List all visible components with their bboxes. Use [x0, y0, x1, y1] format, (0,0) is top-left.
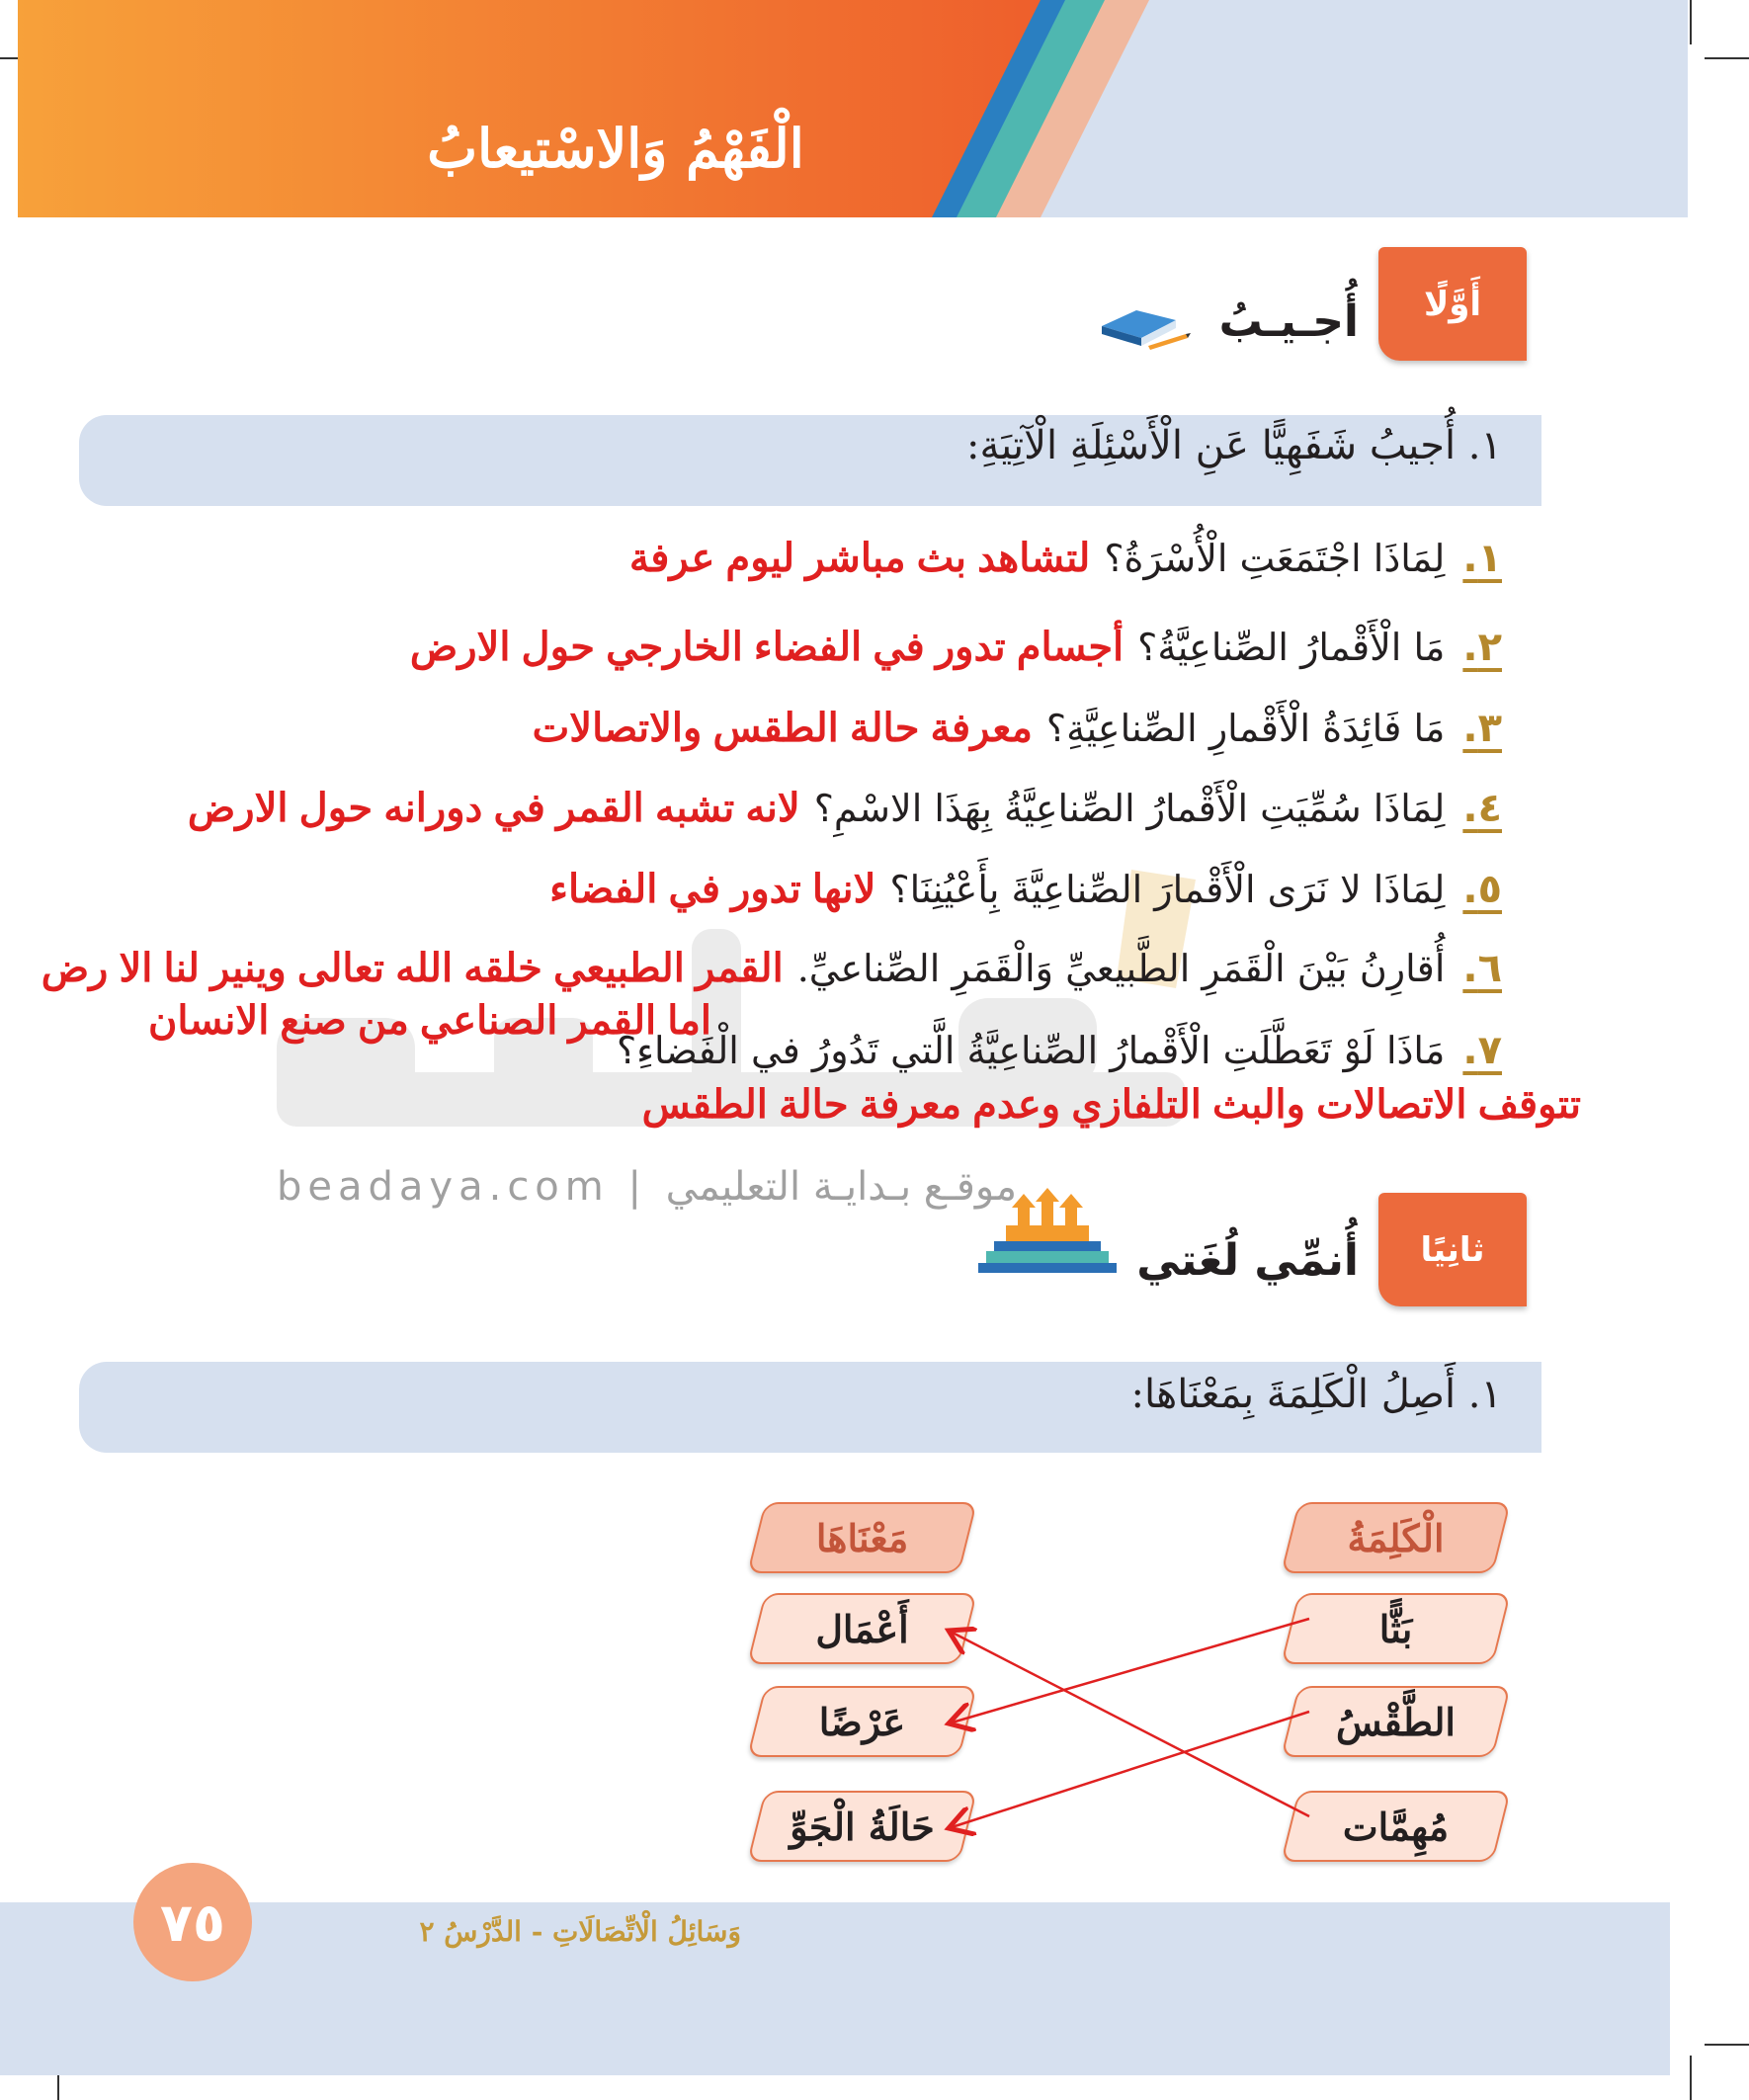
section-badge-second: [1378, 1193, 1527, 1306]
question-5: [549, 855, 1502, 924]
handwritten-answer: معرفة حالة الطقس والاتصالات: [532, 707, 1033, 750]
meaning-label: حَالَةُ الْجَوِّ: [790, 1804, 935, 1849]
question-text: لِمَاذَا سُمِّيَتِ الْأَقْمارُ الصِّناعِيَّةُ بِهَذَا الاسْمِ؟: [813, 787, 1446, 830]
matching-line: [949, 1619, 1309, 1723]
section-badge-label: أَوَّلًا: [1423, 284, 1482, 324]
handwritten-answer-continued: اما القمر الصناعي من صنع الانسان: [148, 999, 711, 1043]
question-number: ٧.: [1462, 1028, 1502, 1073]
question-7: [617, 1016, 1502, 1085]
meaning-label: أَعْمَال: [815, 1606, 909, 1651]
question-2: [410, 613, 1502, 682]
handwritten-answer: تتوقف الاتصالات والبث التلفازي وعدم معرفة حالة الطقس: [641, 1083, 1581, 1127]
handwritten-answer: أجسام تدور في الفضاء الخارجي حول الارض: [409, 626, 1124, 669]
question-6: [42, 934, 1502, 1003]
instruction-text: ١. أَصِلُ الْكَلِمَةَ بِمَعْنَاهَا:: [1130, 1372, 1502, 1417]
question-3: [533, 694, 1502, 763]
instruction-text: ١. أُجيبُ شَفَهِيًّا عَنِ الْأَسْئِلَةِ الْآتِيَةِ:: [966, 423, 1502, 468]
book-pencil-icon: [1097, 296, 1191, 356]
question-number: ٤.: [1462, 786, 1502, 831]
section-title-answer: أُجـيـبُ: [1218, 296, 1359, 347]
question-text: مَا فَائِدَةُ الْأَقْمارِ الصِّناعِيَّةِ؟: [1045, 707, 1446, 750]
handwritten-answer: لانها تدور في الفضاء: [549, 868, 876, 911]
header-banner: [18, 0, 1688, 217]
question-number: ٣.: [1462, 706, 1502, 751]
crop-mark: [1690, 0, 1692, 44]
question-text: لِمَاذَا اجْتَمَعَتِ الْأُسْرَةُ؟: [1104, 537, 1446, 580]
crop-mark: [1705, 57, 1749, 59]
question-text: مَا الْأَقْمارُ الصِّناعِيَّةُ؟: [1137, 626, 1446, 669]
crop-mark: [1690, 2056, 1692, 2100]
word-label: مُهِمَّات: [1342, 1804, 1450, 1849]
word-label: الطَّقْسُ: [1336, 1699, 1456, 1744]
lesson-label: وَسَائِلُ الْاتِّصَالَاتِ - الدَّرْسُ ٢: [419, 1915, 741, 1948]
meaning-header: مَعْنَاهَا: [815, 1515, 909, 1560]
question-text: أُقارِنُ بَيْنَ الْقَمَرِ الطَّبيعيِّ وَالْقَمَرِ الصِّناعيِّ.: [796, 947, 1446, 990]
handwritten-answer: القمر الطبيعي خلقه الله تعالى وينير لنا الا رض: [41, 947, 784, 990]
matching-line: [949, 1712, 1309, 1828]
question-number: ٢.: [1462, 625, 1502, 670]
handwritten-answer: لتشاهد بث مباشر ليوم عرفة: [628, 537, 1091, 580]
question-text: مَاذَا لَوْ تَعَطَّلَتِ الْأَقْمارُ الصِّناعِيَّةُ الَّتي تَدُورُ في الْفَضاءِ؟: [616, 1029, 1446, 1072]
handwritten-answer: لانه تشبه القمر في دورانه حول الارض: [187, 787, 800, 830]
question-text: لِمَاذَا لا نَرَى الْأَقْمارَ الصِّناعِيَّةَ بِأَعْيُنِنَا؟: [889, 868, 1446, 911]
word-label: بَثًّا: [1378, 1606, 1413, 1651]
page-number: ٧٥: [133, 1863, 252, 1981]
page-title: الْفَهْمُ وَالاسْتيعابُ: [427, 117, 804, 180]
word-header: الْكَلِمَةُ: [1347, 1515, 1445, 1560]
question-number: ١.: [1462, 536, 1502, 581]
matching-line: [949, 1631, 1309, 1816]
section-title-language: أُنمِّي لُغَتي: [1136, 1235, 1359, 1286]
podium-arrows-icon: [978, 1186, 1117, 1275]
section-badge-first: [1378, 247, 1527, 361]
meaning-label: عَرْضًا: [818, 1699, 906, 1744]
question-1: [629, 524, 1502, 593]
question-number: ٦.: [1462, 946, 1502, 991]
crop-mark: [1705, 2044, 1749, 2046]
question-4: [188, 774, 1502, 843]
watermark-text: beadaya.com | موقـع بـدايـة التعليمي: [277, 1164, 1018, 1210]
question-number: ٥.: [1462, 867, 1502, 912]
section-badge-label: ثانِيًا: [1420, 1229, 1485, 1270]
